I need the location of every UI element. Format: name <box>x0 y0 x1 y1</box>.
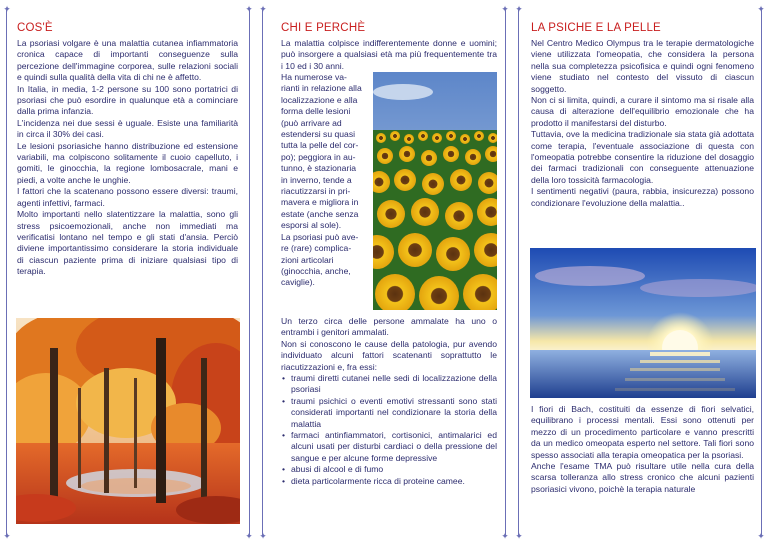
corner-ornament-icon: ✦ <box>245 4 253 14</box>
side-line: mavera e migliora in <box>281 197 359 208</box>
paragraph: Non si conoscono le cause della patologia, pur avendo individuato alcuni fattori scatenanti soprattutto le riacutizzazioni e, fra essi: <box>281 338 497 372</box>
paragraph: Nel Centro Medico Olympus tra le terapie dermatologiche viene utilizzata l'omeopatia, che considera la persona nella sua completezza psicofisica e quindi ogni fenomeno viene studiato nel contesto del vissuto di ciascun soggetto. <box>531 38 754 94</box>
section-heading: CHI E PERCHÈ <box>281 22 366 34</box>
section-body <box>531 38 754 209</box>
paragraph: Anche l'esame TMA può risultare utile nella cura della scarsa tolleranza allo stress cronico che alcuni pazienti psoriasici vivono, poichè la terapia naturale <box>531 461 754 494</box>
section-lower <box>281 316 497 487</box>
side-line: estate (anche senza <box>281 208 359 219</box>
section-heading: LA PSICHE E LA PELLE <box>531 22 661 34</box>
side-line: in inverno, tende a <box>281 174 352 185</box>
paragraph: Molto importanti nello slatentizzare la malattia, sono gli stress psicoemozionali, anche non immediati ma verificatisi lontano nel tempo e gli stati d'ansia. Perciò diviene importantissimo considerare la storia individuale di ciascun paziente prima di iniziare qualsiasi tipo di terapia. <box>17 209 238 277</box>
paragraph: I sentimenti negativi (paura, rabbia, insicurezza) possono condizionare l'evoluzione della malattia.. <box>531 186 754 208</box>
side-line: tunno, è stazionaria <box>281 163 357 174</box>
panel-psiche-e-pelle <box>512 0 768 543</box>
paragraph: In Italia, in media, 1-2 persone su 100 sono portatrici di psoriasi che può esordire in qualunque età a cominciare dalla prima infanzia. <box>17 83 238 117</box>
sunset-sea-image <box>530 248 756 398</box>
sunflower-field-image <box>373 72 497 310</box>
list-item: • abusi di alcool e di fumo <box>281 464 497 475</box>
paragraph: Tuttavia, ove la medicina tradizionale sia stata già adottata come terapia, l'eventuale associazione di questa con l'omeopatia potrebbe consentire la riduzione del dosaggio dei farmaci tradizionali con conseguente attenuazione della loro tossicità farmacologia. <box>531 129 754 185</box>
side-line: rianti in relazione alla <box>281 83 362 94</box>
side-line: La psoriasi può ave- <box>281 231 359 242</box>
paragraph: Non ci si limita, quindi, a curare il sintomo ma si risale alla causa di alterazione dell'equilibrio emozionale che ha prodotto il manifestarsi del disturbo. <box>531 95 754 128</box>
section-intro <box>281 38 497 72</box>
corner-ornament-icon: ✦ <box>757 4 765 14</box>
corner-ornament-icon: ✦ <box>3 4 11 14</box>
paragraph: L'incidenza nei due sessi è uguale. Esiste una familiarità in circa il 30% dei casi. <box>17 117 238 140</box>
paragraph: I fiori di Bach, costituiti da essenze di fiori selvatici, equilibrano i processi mentali. Essi sono ottenuti per mezzo di un procedimento particolare e vanno prescritti da un medico omeopata esperto nel settore. Tali fiori sono spesso associati alla terapia omeopatica per la psoriasi. <box>531 404 754 460</box>
side-line: localizzazione e alla <box>281 94 358 105</box>
trigger-list <box>281 373 497 487</box>
corner-ornament-icon: ✦ <box>3 531 11 541</box>
corner-ornament-icon: ✦ <box>259 4 267 14</box>
corner-ornament-icon: ✦ <box>501 531 509 541</box>
list-item: • traumi psichici o eventi emotivi stressanti sono stati considerati importanti nel condizionare la storia della malattia <box>281 396 497 430</box>
panel-chi-e-perche <box>256 0 512 543</box>
side-line: Ha numerose va- <box>281 72 347 82</box>
section-lower <box>531 404 754 495</box>
paragraph: Le lesioni psoriasiche hanno distribuzione ed estensione variabili, ma colpiscono solitamente il cuoio capelluto, i gomiti, le ginocchia, la regione lombosacrale, mani e piedi, a volte anche le unghie. <box>17 140 238 185</box>
side-line: tutta la pelle del cor- <box>281 140 359 151</box>
list-item: • traumi diretti cutanei nelle sedi di localizzazione della psoriasi <box>281 373 497 396</box>
corner-ornament-icon: ✦ <box>515 531 523 541</box>
side-line: estendersi su quasi <box>281 129 356 140</box>
side-line: riacutizzarsi in pri- <box>281 186 351 197</box>
side-line: zioni articolari <box>281 254 334 265</box>
corner-ornament-icon: ✦ <box>245 531 253 541</box>
section-body <box>17 38 238 278</box>
side-line: re (rare) complica- <box>281 243 352 254</box>
section-heading: COS'È <box>17 22 53 34</box>
paragraph: Un terzo circa delle persone ammalate ha uno o entrambi i genitori ammalati. <box>281 316 497 338</box>
list-item: • farmaci antinfiammatori, cortisonici, antimalarici ed alcuni usati per disturbi cardiaci o della pressione del sangue e per alcune forme depressive <box>281 430 497 464</box>
corner-ornament-icon: ✦ <box>501 4 509 14</box>
side-text <box>281 72 369 289</box>
side-line: (può arrivare ad <box>281 117 342 128</box>
paragraph: La malattia colpisce indifferentemente donne e uomini; può insorgere a qualsiasi età ma più frequentemente tra i 10 ed i 30 anni. <box>281 38 497 71</box>
side-line: esporsi al sole). <box>281 220 342 231</box>
side-line: po); peggiora in au- <box>281 151 356 162</box>
paragraph: I fattori che la scatenano possono essere diversi: traumi, agenti infettivi, farmaci. <box>17 186 238 208</box>
corner-ornament-icon: ✦ <box>259 531 267 541</box>
corner-ornament-icon: ✦ <box>757 531 765 541</box>
autumn-forest-image <box>16 318 240 524</box>
list-item: • dieta particolarmente ricca di proteine camee. <box>281 476 497 487</box>
side-line: caviglie). <box>281 277 315 288</box>
corner-ornament-icon: ✦ <box>515 4 523 14</box>
paragraph: La psoriasi volgare è una malattia cutanea infiammatoria cronica capace di importanti conseguenze sulla percezione dell'immagine corporea, sulle relazioni sociali e quindi sulla qualità della vita di chi ne è affetto. <box>17 38 238 83</box>
side-line: forma delle lesioni <box>281 106 351 117</box>
side-line: (ginocchia, anche, <box>281 265 351 276</box>
panel-cos-e <box>0 0 256 543</box>
